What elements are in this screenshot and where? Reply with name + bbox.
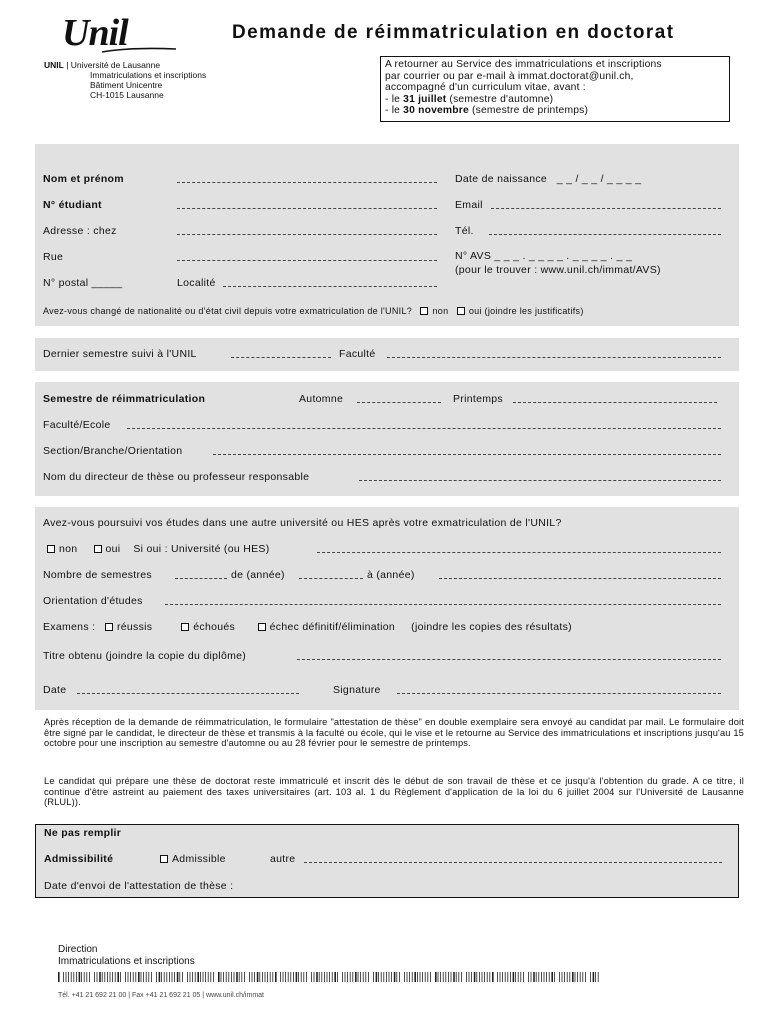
director-label: Nom du directeur de thèse ou professeur responsable xyxy=(43,471,310,483)
other-studies-question: Avez-vous poursuivi vos études dans une autre université ou HES après votre exmatriculation de l'UNIL? xyxy=(43,517,562,529)
admissible-option: Admissible xyxy=(160,853,226,865)
checkbox-admissible[interactable] xyxy=(160,855,168,863)
city-field[interactable] xyxy=(223,277,437,287)
notice-line: par courrier ou par e-mail à immat.doctorat@unil.ch, xyxy=(385,70,634,82)
enrollment-paragraph: Le candidat qui prépare une thèse de doctorat reste immatriculé et inscrit dès le début de son travail de thèse et ce jusqu'à l'obtention du grade. A ce titre, il continue d'être astreint au paiement des taxes universitaires (art. 103 al. 1 du Règlement d'application de la loi du 6 juillet 2004 sur l'Université de Lausanne (RLUL)). xyxy=(44,776,744,808)
autumn-field[interactable] xyxy=(357,393,441,403)
postal-code-label: N° postal _____ xyxy=(43,277,123,289)
footer-line: Direction xyxy=(58,944,98,955)
street-label: Rue xyxy=(43,251,64,263)
birth-label: Date de naissance _ _ / _ _ / _ _ _ _ xyxy=(455,173,642,185)
birth-mask: _ _ / _ _ / _ _ _ _ xyxy=(556,173,642,185)
faculty-school-label: Faculté/Ecole xyxy=(43,419,111,431)
university-field[interactable] xyxy=(317,543,721,553)
logo-swoosh-icon xyxy=(102,46,176,54)
submission-notice xyxy=(380,56,730,122)
logo-text: Unil xyxy=(62,12,128,54)
phone-field[interactable] xyxy=(489,225,721,235)
date-label: Date xyxy=(43,684,67,696)
footer-contact: Tél. +41 21 692 21 00 | Fax +41 21 692 21 05 | www.unil.ch/immat xyxy=(58,992,264,999)
last-semester-panel xyxy=(35,338,739,371)
to-year-field[interactable] xyxy=(439,569,721,579)
reimmatriculation-panel xyxy=(35,382,739,496)
orientation-field[interactable] xyxy=(165,595,721,605)
other-studies-choice: non oui Si oui : Université (ou HES) xyxy=(47,543,270,555)
office-use-box xyxy=(35,824,739,898)
notice-line: A retourner au Service des immatriculations et inscriptions xyxy=(385,59,662,70)
other-field[interactable] xyxy=(304,853,722,863)
checkbox-yes[interactable] xyxy=(457,307,465,315)
faculty-school-field[interactable] xyxy=(127,419,721,429)
semester-label: Semestre de réimmatriculation xyxy=(43,393,206,405)
autumn-label: Automne xyxy=(299,393,344,405)
spring-label: Printemps xyxy=(453,393,503,405)
deadline-spring: - le 30 novembre (semestre de printemps) xyxy=(385,105,589,117)
last-semester-label: Dernier semestre suivi à l'UNIL xyxy=(43,348,197,360)
admissibility-label: Admissibilité xyxy=(44,853,114,865)
date-field[interactable] xyxy=(77,684,299,694)
thesis-attestation-paragraph: Après réception de la demande de réimmatriculation, le formulaire "attestation de thèse" en double exemplaire sera envoyé au candidat par mail. Le formulaire doit être signé par le candidat, le directeur de thèse et transmis à la faculté ou école, qui le vise et le retourne au Service des immatriculations et inscriptions jusqu'au 15 octobre pour une inscription au semestre d'automne ou au 28 février pour le semestre de printemps. xyxy=(44,717,744,749)
other-studies-panel xyxy=(35,507,739,710)
email-label: Email xyxy=(455,199,483,211)
signature-label: Signature xyxy=(333,684,381,696)
student-number-label: N° étudiant xyxy=(43,199,102,211)
address-label: Adresse : chez xyxy=(43,225,117,237)
phone-label: Tél. xyxy=(455,225,474,237)
checkbox-no[interactable] xyxy=(47,545,55,553)
email-field[interactable] xyxy=(491,199,721,209)
from-year-field[interactable] xyxy=(299,569,363,579)
form-title: Demande de réimmatriculation en doctorat xyxy=(232,22,675,43)
spring-field[interactable] xyxy=(513,393,717,403)
section-field[interactable] xyxy=(213,445,721,455)
street-field[interactable] xyxy=(177,251,437,261)
signature-field[interactable] xyxy=(397,684,721,694)
university-address: UNIL | Université de Lausanne Immatriculations et inscriptions Bâtiment Unicentre CH-1015 Lausanne xyxy=(44,60,207,100)
footer-line: Immatriculations et inscriptions xyxy=(58,956,195,967)
last-semester-field[interactable] xyxy=(231,348,331,358)
address-line: Bâtiment Unicentre xyxy=(90,80,163,90)
degree-label: Titre obtenu (joindre la copie du diplôme) xyxy=(43,650,247,662)
barcode-rule-icon xyxy=(58,972,600,982)
footer-department xyxy=(58,944,195,968)
name-field[interactable] xyxy=(177,173,437,183)
checkbox-passed[interactable] xyxy=(105,623,113,631)
address-line: CH-1015 Lausanne xyxy=(90,90,164,100)
nationality-question: Avez-vous changé de nationalité ou d'état civil depuis votre exmatriculation de l'UNIL? non oui (joindre les justificatifs) xyxy=(43,306,584,316)
city-label: Localité xyxy=(177,277,216,289)
last-faculty-field[interactable] xyxy=(387,348,721,358)
last-faculty-label: Faculté xyxy=(339,348,376,360)
student-number-field[interactable] xyxy=(177,199,437,209)
uni-name: Université de Lausanne xyxy=(70,60,161,70)
attestation-sent-label: Date d'envoi de l'attestation de thèse : xyxy=(44,880,234,892)
name-label: Nom et prénom xyxy=(43,173,124,185)
checkbox-yes[interactable] xyxy=(94,545,102,553)
exams-row: Examens : réussis échoués échec définitif/élimination (joindre les copies des résultats) xyxy=(43,621,572,633)
semesters-label: Nombre de semestres xyxy=(43,569,152,581)
to-year-label: à (année) xyxy=(367,569,415,581)
address-field[interactable] xyxy=(177,225,437,235)
notice-line: accompagné d'un curriculum vitae, avant : xyxy=(385,82,586,94)
checkbox-eliminated[interactable] xyxy=(258,623,266,631)
section-label: Section/Branche/Orientation xyxy=(43,445,183,457)
uni-short: UNIL xyxy=(44,60,64,70)
from-year-label: de (année) xyxy=(231,569,285,581)
semesters-field[interactable] xyxy=(175,569,227,579)
checkbox-no[interactable] xyxy=(420,307,428,315)
orientation-label: Orientation d'études xyxy=(43,595,143,607)
deadline-autumn: - le 31 juillet (semestre d'automne) xyxy=(385,93,554,105)
personal-info-panel xyxy=(35,144,739,326)
avs-hint: (pour le trouver : www.unil.ch/immat/AVS) xyxy=(455,264,661,276)
office-use-heading: Ne pas remplir xyxy=(44,827,122,839)
avs-label: N° AVS _ _ _ . _ _ _ _ . _ _ _ _ . _ _ xyxy=(455,250,633,262)
director-field[interactable] xyxy=(359,471,721,481)
unil-logo xyxy=(62,14,174,60)
degree-field[interactable] xyxy=(297,650,721,660)
address-line: Immatriculations et inscriptions xyxy=(90,70,207,80)
other-label: autre xyxy=(270,853,296,865)
checkbox-failed[interactable] xyxy=(181,623,189,631)
